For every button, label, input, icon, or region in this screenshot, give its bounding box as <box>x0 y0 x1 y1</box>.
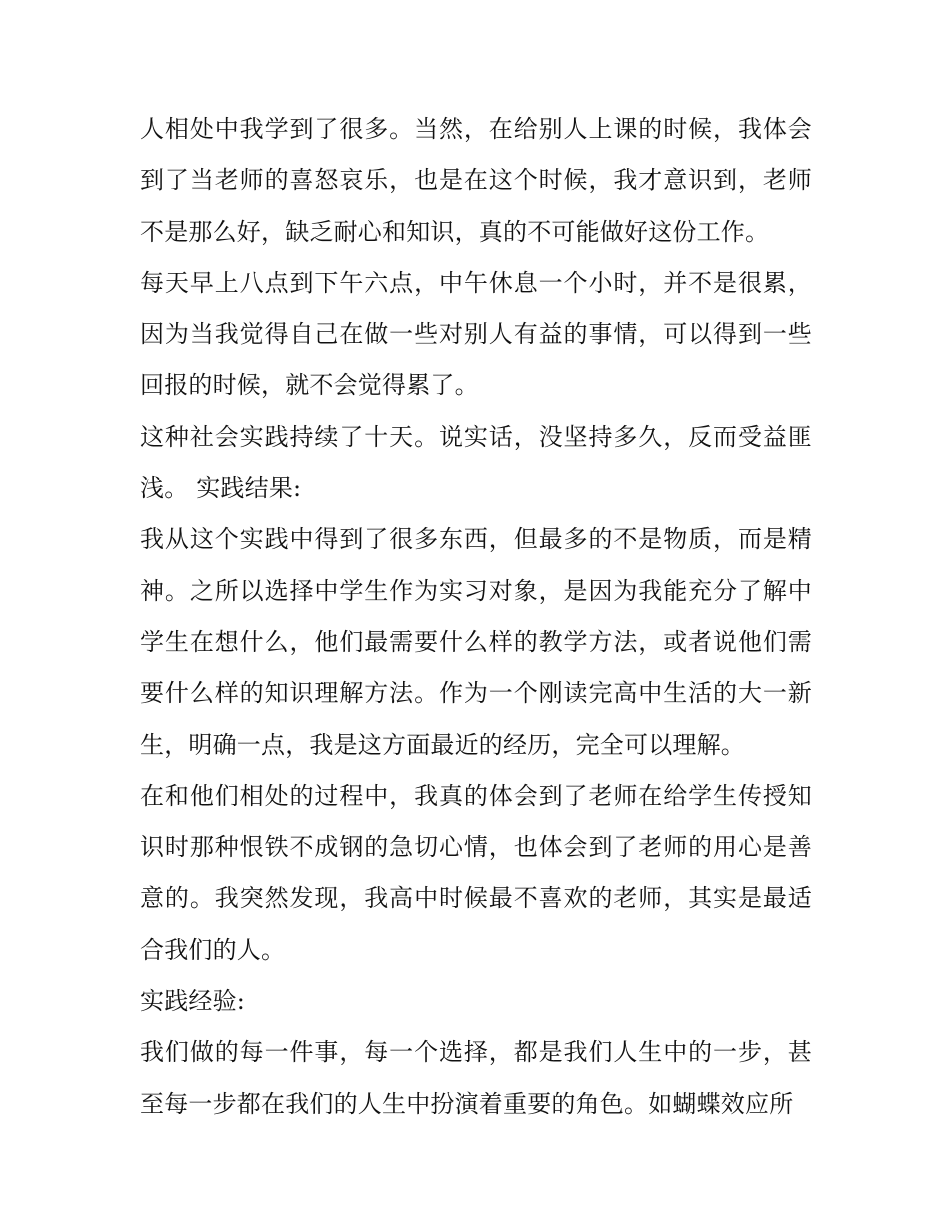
paragraph-6: 我们做的每一件事，每一个选择，都是我们人生中的一步，甚至每一步都在我们的人生中扮演着重要的角色。如蝴蝶效应所 <box>140 1038 812 1118</box>
paragraph-5: 在和他们相处的过程中，我真的体会到了老师在给学生传授知识时那种恨铁不成钢的急切心情，也体会到了老师的用心是善意的。我突然发现，我高中时候最不喜欢的老师，其实是最适合我们的人。 <box>140 781 812 964</box>
paragraph-3: 这种社会实践持续了十天。说实话，没坚持多久，反而受益匪浅。 实践结果: <box>140 422 812 503</box>
paragraph-2: 每天早上八点到下午六点，中午休息一个小时，并不是很累，因为当我觉得自己在做一些对别人有益的事情，可以得到一些回报的时候，就不会觉得累了。 <box>140 268 812 400</box>
document-body <box>140 104 812 1130</box>
paragraph-1: 人相处中我学到了很多。当然，在给别人上课的时候，我体会到了当老师的喜怒哀乐，也是在这个时候，我才意识到，老师不是那么好，缺乏耐心和知识，真的不可能做好这份工作。 <box>140 115 812 246</box>
paragraph-4: 我从这个实践中得到了很多东西，但最多的不是物质，而是精神。之所以选择中学生作为实习对象，是因为我能充分了解中学生在想什么，他们最需要什么样的教学方法，或者说他们需要什么样的知识理解方法。作为一个刚读完高中生活的大一新生，明确一点，我是这方面最近的经历，完全可以理解。 <box>140 525 812 759</box>
section-heading-practice-experience: 实践经验: <box>140 987 246 1016</box>
